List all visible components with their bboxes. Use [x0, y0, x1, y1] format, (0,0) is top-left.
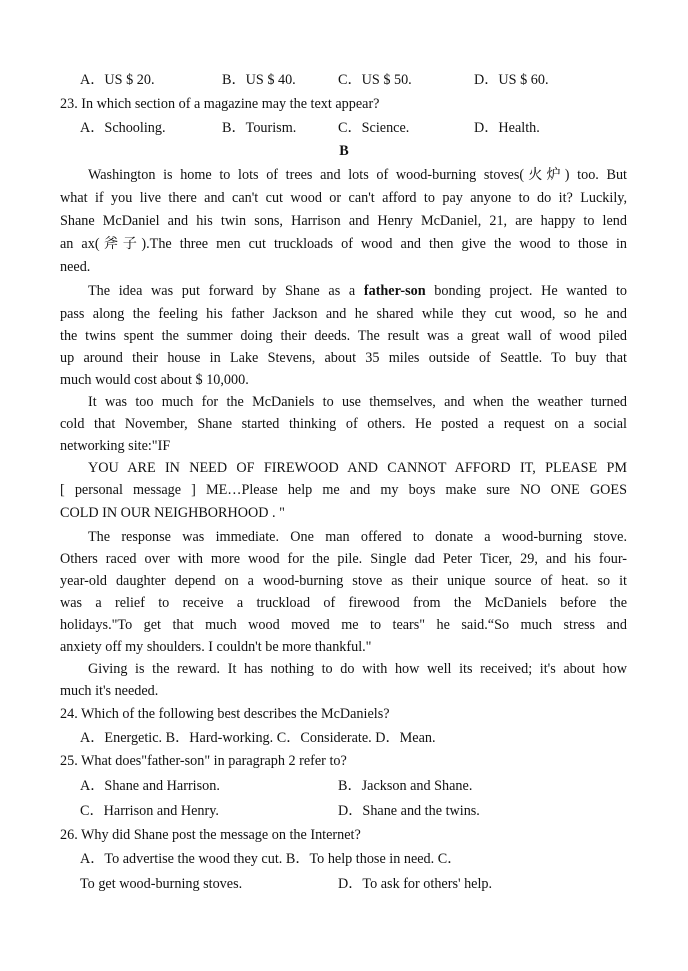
passage-p2-text: The idea was put forward by Shane as a [88, 283, 364, 299]
q23-option-d: D．Health. [474, 120, 540, 136]
passage-p5-line: anxiety off my shoulders. I couldn't be more thankful." [60, 639, 372, 655]
q26-option-c-cont: To get wood-burning stoves. [80, 876, 243, 892]
q26-option-d: D．To ask for others' help. [338, 876, 493, 892]
passage-p2-line: the twins spent the summer doing their deeds. The result was a great wall of wood piled [60, 328, 627, 344]
passage-p2-line: pass along the feeling his father Jackson and he shared while they cut wood, so he and [60, 306, 627, 322]
q26-options-line1: A．To advertise the wood they cut. B．To help those in need. C． [80, 851, 462, 867]
passage-p3-line: networking site:"IF [60, 438, 171, 454]
passage-p5-line: holidays."To get that much wood moved me to tears" he said.“So much stress and [60, 617, 627, 633]
q22-option-c: C．US $ 50. [338, 72, 412, 88]
passage-p1-line: an ax(斧子).The three men cut truckloads of wood and then give the wood to those in [60, 236, 627, 252]
q23-option-b: B．Tourism. [222, 120, 297, 136]
passage-p3-line: cold that November, Shane started thinking of others. He posted a request on a social [60, 416, 627, 432]
passage-p4-line: YOU ARE IN NEED OF FIREWOOD AND CANNOT AFFORD IT, PLEASE PM [88, 460, 627, 476]
q26-stem: 26. Why did Shane post the message on the Internet? [60, 827, 361, 843]
q24-stem: 24. Which of the following best describes the McDaniels? [60, 706, 390, 722]
passage-p2-line: up around their house in Lake Stevens, about 35 miles outside of Seattle. To buy that [60, 350, 627, 366]
q23-stem: 23. In which section of a magazine may the text appear? [60, 96, 380, 112]
q25-stem: 25. What does"father-son" in paragraph 2 refer to? [60, 753, 347, 769]
passage-p2-text: bonding project. He wanted to [425, 283, 627, 299]
passage-p4-line: [ personal message ] ME…Please help me and my boys make sure NO ONE GOES [60, 482, 627, 498]
section-title: B [339, 143, 349, 159]
passage-p6-line: much it's needed. [60, 683, 159, 699]
passage-p2-line: much would cost about $ 10,000. [60, 372, 249, 388]
passage-p1-line: what if you live there and can't cut wood or can't afford to pay anyone to do it? Luckily, [60, 190, 627, 206]
q22-option-b: B．US $ 40. [222, 72, 296, 88]
passage-p2-first-line [88, 283, 627, 300]
q22-option-d: D．US $ 60. [474, 72, 549, 88]
q24-options: A．Energetic. B．Hard-working. C．Considerate. D．Mean. [80, 730, 436, 746]
q25-option-c: C．Harrison and Henry. [80, 803, 219, 819]
passage-p6-line: Giving is the reward. It has nothing to do with how well its received; it's about how [88, 661, 627, 677]
q23-option-c: C．Science. [338, 120, 410, 136]
passage-p4-line: COLD IN OUR NEIGHBORHOOD . " [60, 505, 285, 521]
passage-p5-line: The response was immediate. One man offered to donate a wood-burning stove. [88, 529, 627, 545]
father-son-bold: father-son [363, 283, 426, 299]
q22-option-a: A．US $ 20. [80, 72, 155, 88]
q25-option-b: B．Jackson and Shane. [338, 778, 473, 794]
passage-p5-line: year-old daughter depend on a wood-burning stove as their unique source of heat. so it [60, 573, 627, 589]
passage-p1-line: Washington is home to lots of trees and lots of wood-burning stoves(火炉) too. But [88, 167, 627, 183]
passage-p5-line: was a relief to receive a truckload of firewood from the McDaniels before the [60, 595, 627, 611]
passage-p1-line: need. [60, 259, 91, 275]
q25-option-d: D．Shane and the twins. [338, 803, 480, 819]
q23-option-a: A．Schooling. [80, 120, 166, 136]
passage-p5-line: Others raced over with more wood for the pile. Single dad Peter Ticer, 29, and his four- [60, 551, 627, 567]
passage-p3-line: It was too much for the McDaniels to use themselves, and when the weather turned [88, 394, 627, 410]
q25-option-a: A．Shane and Harrison. [80, 778, 220, 794]
passage-p1-line: Shane McDaniel and his twin sons, Harrison and Henry McDaniel, 21, are happy to lend [60, 213, 627, 229]
